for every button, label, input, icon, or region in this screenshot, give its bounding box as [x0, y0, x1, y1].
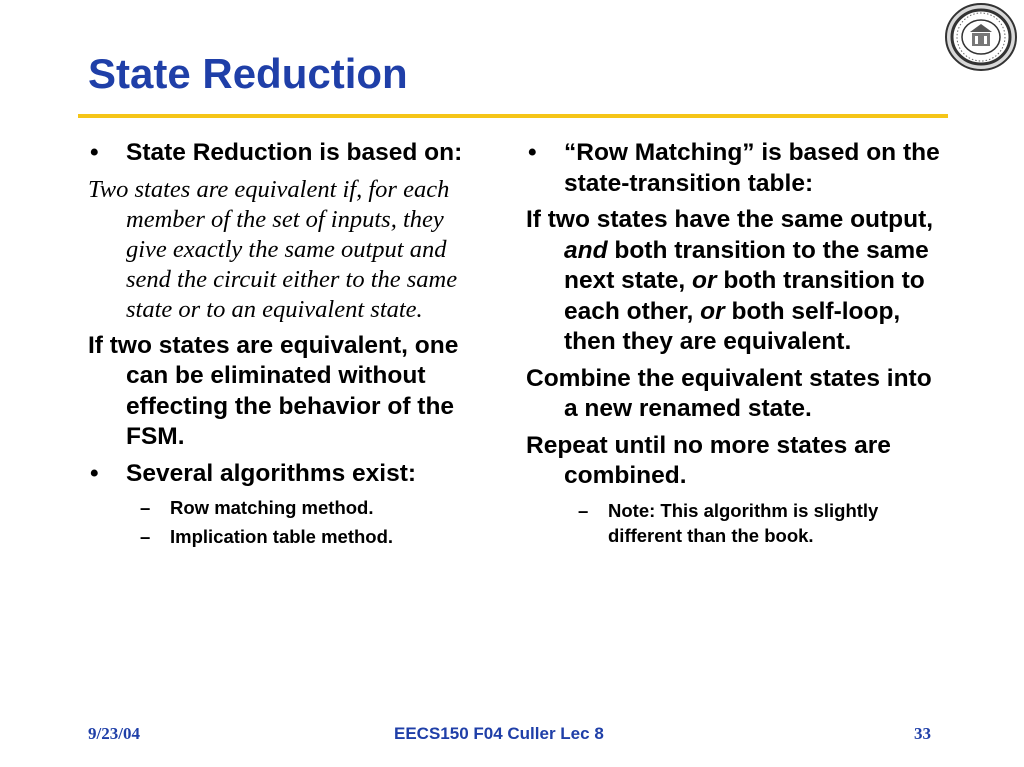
footer-date: 9/23/04 [88, 724, 140, 743]
equivalence-definition: Two states are equivalent if, for each member of the set of inputs, they give exactly the same output and send the circuit either to the same state or to an equivalent state. [88, 175, 458, 323]
bullet-reduction-basis: • State Reduction is based on: [88, 138, 488, 169]
rule-text-part2: both transition to the same next state, [564, 236, 929, 294]
left-column [88, 138, 488, 549]
combine-states-text: Combine the equivalent states into a new renamed state. [526, 364, 932, 422]
rule-and-emphasis: and [564, 236, 608, 264]
rule-text-part4: both self-loop, then they are equivalent. [564, 297, 901, 355]
title-underline [78, 114, 948, 118]
university-seal-icon [944, 2, 1018, 72]
equivalent-elimination-text: If two states are equivalent, one can be eliminated without effecting the behavior of the FSM. [88, 331, 459, 450]
bullet-algorithms: • Several algorithms exist: [88, 459, 488, 490]
slide-title: State Reduction [88, 50, 408, 97]
sub-row-matching: – Row matching method. [88, 495, 488, 520]
rule-text-part1: If two states have the same output, [526, 206, 934, 233]
right-column [526, 138, 946, 548]
sub-implication-table: – Implication table method. [88, 524, 488, 549]
rule-or-emphasis-2: or [700, 297, 725, 325]
repeat-text: Repeat until no more states are combined. [526, 431, 891, 489]
sub-note: – Note: This algorithm is slightly different than the book. [526, 498, 946, 548]
footer-page-number: 33 [914, 724, 931, 743]
row-matching-rule [526, 205, 946, 358]
bullet-row-matching: • “Row Matching” is based on the state-transition table: [526, 138, 946, 199]
footer-course: EECS150 F04 Culler Lec 8 [394, 724, 604, 743]
rule-text-part3: both transition to each other, [564, 267, 925, 325]
rule-or-emphasis-1: or [692, 267, 717, 294]
